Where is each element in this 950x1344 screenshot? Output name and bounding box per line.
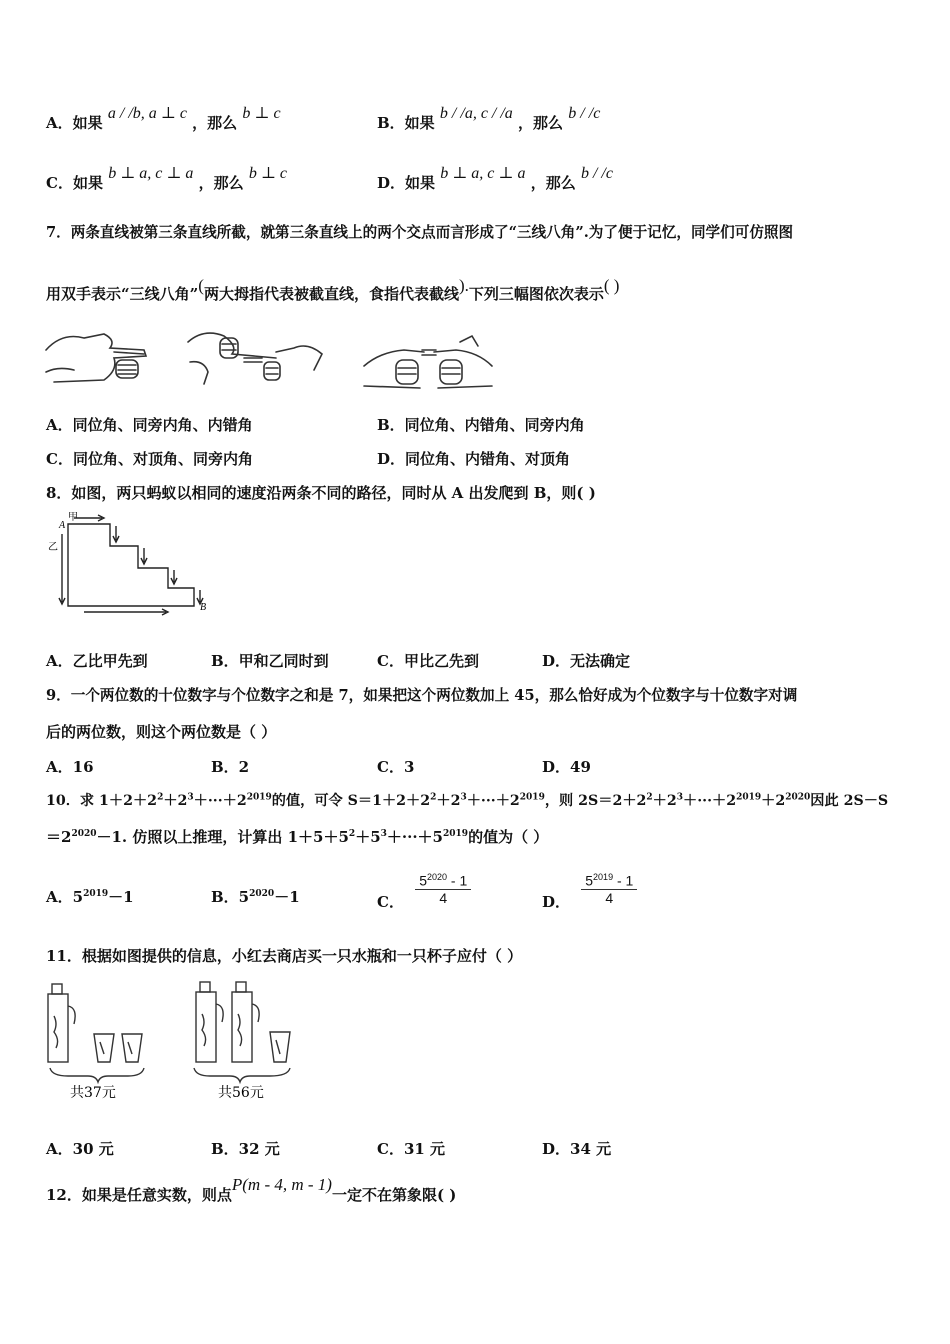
q7-stem-line2: 用双手表示“三线八角”(两大拇指代表被截直线，食指代表截线).下列三幅图依次表示( ) <box>46 276 620 303</box>
q10-option-d[interactable]: D． $\frac{5^{2019} - 1}{4}$ <box>542 862 631 896</box>
q10-option-b[interactable]: B．$5^{2020}-1$ <box>211 888 300 906</box>
label-yi: 乙 <box>48 542 58 553</box>
math-result: b ⊥ c <box>248 165 288 182</box>
caption-37: 共37元 <box>70 1085 116 1101</box>
q6-option-d[interactable]: D．如果 b ⊥ a, c ⊥ a ，那么 b / /c <box>377 165 613 192</box>
ant-path-figure <box>44 512 216 618</box>
q6-option-c[interactable]: C．如果 b ⊥ a, c ⊥ a ，那么 b ⊥ c <box>46 165 288 192</box>
cup-3 <box>270 1032 290 1062</box>
math-result: b / /c <box>568 105 601 122</box>
bottle-1 <box>48 984 75 1062</box>
q6-option-b[interactable]: B．如果 b / /a, c / /a ，那么 b / /c <box>377 105 601 132</box>
q8-option-a[interactable]: A．乙比甲先到 <box>46 652 148 670</box>
q7-option-b[interactable]: B．同位角、内错角、同旁内角 <box>377 416 585 434</box>
q8-option-d[interactable]: D．无法确定 <box>542 652 631 670</box>
math-condition: b ⊥ a, c ⊥ a <box>108 165 194 182</box>
q8-option-b[interactable]: B．甲和乙同时到 <box>211 652 329 670</box>
q9-option-b[interactable]: B．2 <box>211 758 250 776</box>
q9-option-a[interactable]: A．16 <box>46 758 94 776</box>
label-jia: 甲 <box>68 512 78 523</box>
q8-option-c[interactable]: C．甲比乙先到 <box>377 652 479 670</box>
label-b: B <box>200 602 207 613</box>
hands-figure <box>44 322 504 394</box>
q11-stem: 11．根据如图提供的信息，小红去商店买一只水瓶和一只杯子应付（ ） <box>46 947 523 965</box>
q10-stem-line1: 10．求 $1+2+2^2+2^3+\cdot\cdot\cdot+2^{2019}$的值，可令 $S=1+2+2^2+2^3+\cdot\cdot\cdot+2^{2019}$，则 $2S=2+2^2+2^3+\cdot\cdot\cdot+2^{2019}+2^{2020}$因此 2S－S <box>46 792 889 809</box>
q7-option-c[interactable]: C．同位角、对顶角、同旁内角 <box>46 450 253 468</box>
q6-option-a[interactable]: A．如果 a / /b, a ⊥ c ，那么 b ⊥ c <box>46 105 281 132</box>
q12-stem: 12．如果是任意实数，则点P(m - 4, m - 1)一定不在第象限( ) <box>46 1175 457 1204</box>
bottle-2 <box>196 982 223 1062</box>
q9-stem-line1: 9．一个两位数的十位数字与个位数字之和是 7，如果把这个两位数加上 45，那么恰好成为个位数字与十位数字对调 <box>46 687 798 704</box>
bottle-cup-figure <box>44 980 314 1106</box>
q10-stem-line2: $=2^{2020}-1$. 仿照以上推理，计算出 $1+5+5^2+5^3+\cdot\cdot\cdot+5^{2019}$的值为（ ） <box>46 828 549 846</box>
math-condition: b ⊥ a, c ⊥ a <box>440 165 526 182</box>
label-a: A <box>59 520 66 531</box>
q11-option-b[interactable]: B．32 元 <box>211 1140 280 1158</box>
cup-2 <box>122 1034 142 1062</box>
q7-option-d[interactable]: D．同位角、内错角、对顶角 <box>377 450 571 468</box>
math-condition: b / /a, c / /a <box>439 105 513 122</box>
fraction: $\frac{5^{2019} - 1}{4}$ <box>581 872 637 906</box>
q9-stem-line2: 后的两位数，则这个两位数是（ ） <box>46 723 277 741</box>
q11-option-a[interactable]: A．30 元 <box>46 1140 114 1158</box>
q11-option-c[interactable]: C．31 元 <box>377 1140 446 1158</box>
caption-56: 共56元 <box>218 1085 264 1101</box>
q10-option-c[interactable]: C． $\frac{5^{2020} - 1}{4}$ <box>377 862 465 896</box>
q11-option-d[interactable]: D．34 元 <box>542 1140 612 1158</box>
hand-pair-1 <box>46 334 146 382</box>
q7-stem-line1: 7．两条直线被第三条直线所截，就第三条直线上的两个交点而言形成了“三线八角”.为了便于记忆，同学们可仿照图 <box>46 224 794 241</box>
math-result: b ⊥ c <box>242 105 281 122</box>
math-result: b / /c <box>580 165 613 182</box>
q8-stem: 8．如图，两只蚂蚁以相同的速度沿两条不同的路径，同时从 A 出发爬到 B，则( ) <box>46 484 596 502</box>
math-point: P(m - 4, m - 1) <box>231 1175 332 1194</box>
cup-1 <box>94 1034 114 1062</box>
q9-option-c[interactable]: C．3 <box>377 758 415 776</box>
q7-option-a[interactable]: A．同位角、同旁内角、内错角 <box>46 416 253 434</box>
q9-option-d[interactable]: D．49 <box>542 758 591 776</box>
math-condition: a / /b, a ⊥ c <box>107 105 187 122</box>
hand-pair-2 <box>188 333 322 384</box>
fraction: $\frac{5^{2020} - 1}{4}$ <box>415 872 471 906</box>
hand-pair-3 <box>364 336 492 388</box>
bottle-3 <box>232 982 259 1062</box>
q10-option-a[interactable]: A．$5^{2019}-1$ <box>46 888 134 906</box>
